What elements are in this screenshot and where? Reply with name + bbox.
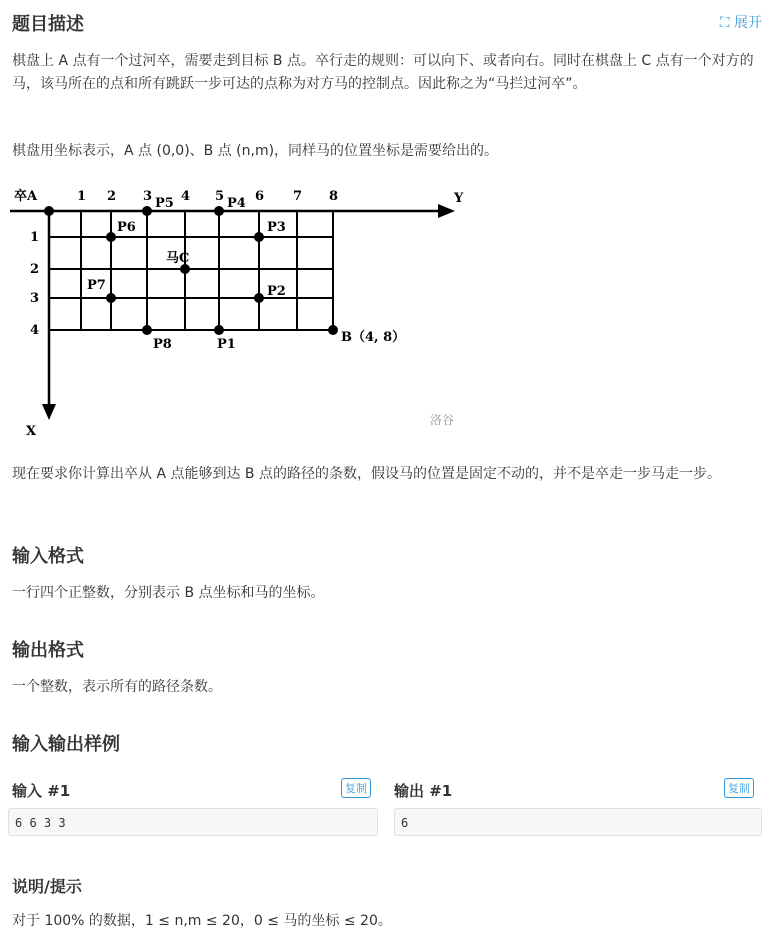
expand-icon: ⛶ xyxy=(719,15,734,31)
output-format-title: 输出格式 xyxy=(12,640,84,661)
horse-label: 马C xyxy=(166,251,190,266)
control-point xyxy=(254,293,264,303)
row-label: 3 xyxy=(30,291,40,306)
control-point xyxy=(254,232,264,242)
control-point xyxy=(214,325,224,335)
col-label: 5 xyxy=(215,189,225,204)
control-point xyxy=(214,206,224,216)
sample-output-box[interactable]: 6 xyxy=(394,808,762,836)
description-paragraph-2: 棋盘用坐标表示，A 点 (0,0)、B 点 (n,m)，同样马的位置坐标是需要给出的。 xyxy=(12,143,499,159)
page-title: 题目描述 xyxy=(12,14,84,35)
control-point-label: P5 xyxy=(155,196,174,211)
col-label: 4 xyxy=(181,189,191,204)
y-axis-arrow-icon xyxy=(438,204,455,218)
hint-text: 对于 100% 的数据，1 ≤ n,m ≤ 20，0 ≤ 马的坐标 ≤ 20。 xyxy=(12,913,392,929)
control-point-label: P8 xyxy=(153,337,172,352)
control-point-label: P4 xyxy=(227,196,246,211)
point-b-label: B（4, 8） xyxy=(341,330,406,345)
col-label: 8 xyxy=(329,189,339,204)
description-paragraph-1: 棋盘上 A 点有一个过河卒，需要走到目标 B 点。卒行走的规则：可以向下、或者向右。同时在棋盘上 C 点有一个对方的马，该马所在的点和所有跳跃一步可达的点称为对方马的控制点。因此称之为“马拦过河卒”。 xyxy=(12,53,754,92)
col-label: 6 xyxy=(255,189,265,204)
y-axis-label: Y xyxy=(454,191,464,206)
row-label: 1 xyxy=(30,230,40,245)
control-point-label: P2 xyxy=(267,284,286,299)
hint-title: 说明/提示 xyxy=(12,877,82,896)
watermark: 洛谷 xyxy=(430,413,455,427)
col-label: 1 xyxy=(77,189,87,204)
row-label: 4 xyxy=(30,323,40,338)
control-point-label: P7 xyxy=(87,278,106,293)
samples-title: 输入输出样例 xyxy=(12,734,120,755)
input-format-title: 输入格式 xyxy=(12,546,84,567)
col-label: 2 xyxy=(107,189,117,204)
control-point-label: P3 xyxy=(267,220,286,235)
chessboard-diagram xyxy=(0,170,470,440)
copy-output-button[interactable]: 复制 xyxy=(724,778,754,798)
control-point xyxy=(142,325,152,335)
sample-output-label: 输出 #1 xyxy=(394,782,453,800)
col-label: 7 xyxy=(293,189,303,204)
point-a xyxy=(44,206,54,216)
sample-input-box[interactable]: 6 6 3 3 xyxy=(8,808,378,836)
input-format-text: 一行四个正整数，分别表示 B 点坐标和马的坐标。 xyxy=(12,585,325,601)
x-axis-arrow-icon xyxy=(42,404,56,420)
control-point-label: P1 xyxy=(217,337,236,352)
origin-label: 卒A xyxy=(14,189,38,204)
output-format-text: 一个整数，表示所有的路径条数。 xyxy=(12,679,222,695)
control-point xyxy=(106,293,116,303)
copy-input-button[interactable]: 复制 xyxy=(341,778,371,798)
sample-input-label: 输入 #1 xyxy=(12,782,71,800)
col-label: 3 xyxy=(143,189,153,204)
control-point xyxy=(142,206,152,216)
control-point-label: P6 xyxy=(117,220,136,235)
description-paragraph-3: 现在要求你计算出卒从 A 点能够到达 B 点的路径的条数，假设马的位置是固定不动的，并不是卒走一步马走一步。 xyxy=(12,466,721,482)
point-b xyxy=(328,325,338,335)
row-label: 2 xyxy=(30,262,40,277)
x-axis-label: X xyxy=(26,424,37,439)
control-point xyxy=(106,232,116,242)
expand-button[interactable]: ⛶ 展开 xyxy=(719,15,762,31)
